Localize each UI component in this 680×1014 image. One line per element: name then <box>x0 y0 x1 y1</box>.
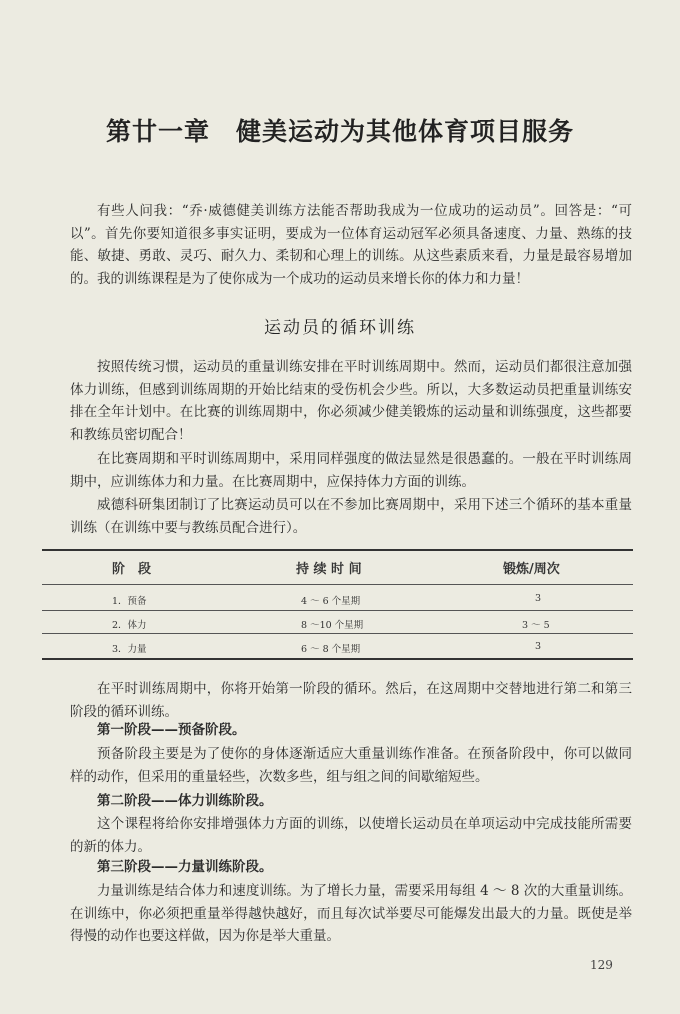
phase1-heading: 第一阶段——预备阶段。 <box>97 722 246 738</box>
table-cell-duration: 4 ～ 6 个星期 <box>301 596 361 607</box>
table-cell-phase: 1．预备 <box>112 596 147 607</box>
section-title: 运动员的循环训练 <box>264 318 416 338</box>
phase3-text: 力量训练是结合体力和速度训练。为了增长力量，需要采用每组 4 ～ 8 次的大重量训练。在训练中，你必须把重量举得越快越好，而且每次试举要尽可能爆发出最大的力量。既使是举得慢的动作也要这样做，因为你是举大重量。 <box>70 883 632 944</box>
table-row-rule <box>42 633 633 634</box>
table-bottom-rule <box>42 658 633 660</box>
body-paragraph-1: 按照传统习惯，运动员的重量训练安排在平时训练周期中。然而，运动员们都很注意加强体力训练，但感到训练周期的开始比结束的受伤机会少些。所以，大多数运动员把重量训练安排在全年计划中。在比赛的训练周期中，你必须减少健美锻炼的运动量和训练强度，这些都要和教练员密切配合！ <box>70 359 632 443</box>
table-header-phase: 阶 段 <box>112 562 152 577</box>
body-paragraph-2: 在比赛周期和平时训练周期中，采用同样强度的做法显然是很愚蠢的。一般在平时训练周期中，应训练体力和力量。在比赛周期中，应保持体力方面的训练。 <box>70 451 632 490</box>
table-cell-duration: 8 ～10 个星期 <box>301 620 364 631</box>
phase2-text: 这个课程将给你安排增强体力方面的训练，以使增长运动员在单项运动中完成技能所需要的新的体力。 <box>70 816 632 855</box>
table-header-frequency: 锻炼/周次 <box>503 562 560 577</box>
after-table-paragraph: 在平时训练周期中，你将开始第一阶段的循环。然后，在这周期中交替地进行第二和第三阶段的循环训练。 <box>70 681 632 720</box>
intro-paragraph: 有些人问我：“乔·威德健美训练方法能否帮助我成为一位成功的运动员”。回答是：“可以”。首先你要知道很多事实证明，要成为一位体育运动冠军必须具备速度、力量、熟练的技能、敏捷、勇敢、灵巧、耐久力、柔韧和心理上的训练。从这些素质来看，力量是最容易增加的。我的训练课程是为了使你成为一个成功的运动员来增长你的体力和力量！ <box>70 203 632 287</box>
table-cell-frequency: 3 <box>535 641 542 652</box>
body-paragraph-3: 威德科研集团制订了比赛运动员可以在不参加比赛周期中，采用下述三个循环的基本重量训练（在训练中要与教练员配合进行）。 <box>70 497 632 536</box>
phase3-heading: 第三阶段——力量训练阶段。 <box>97 859 273 875</box>
chapter-title: 第廿一章 健美运动为其他体育项目服务 <box>105 117 574 146</box>
table-top-rule <box>42 549 633 551</box>
phase1-text: 预备阶段主要是为了使你的身体逐渐适应大重量训练作准备。在预备阶段中，你可以做同样的动作，但采用的重量轻些，次数多些，组与组之间的间歇缩短些。 <box>70 746 632 785</box>
table-header-rule <box>42 584 633 585</box>
table-cell-phase: 2．体力 <box>112 620 147 631</box>
table-cell-frequency: 3 <box>535 593 542 604</box>
table-cell-duration: 6 ～ 8 个星期 <box>301 644 361 655</box>
table-header-duration: 持 续 时 间 <box>296 562 362 577</box>
page-number: 129 <box>590 958 613 972</box>
phase2-heading: 第二阶段——体力训练阶段。 <box>97 793 273 809</box>
table-cell-frequency: 3 ～ 5 <box>522 620 550 631</box>
table-cell-phase: 3．力量 <box>112 644 147 655</box>
table-row-rule <box>42 610 633 611</box>
